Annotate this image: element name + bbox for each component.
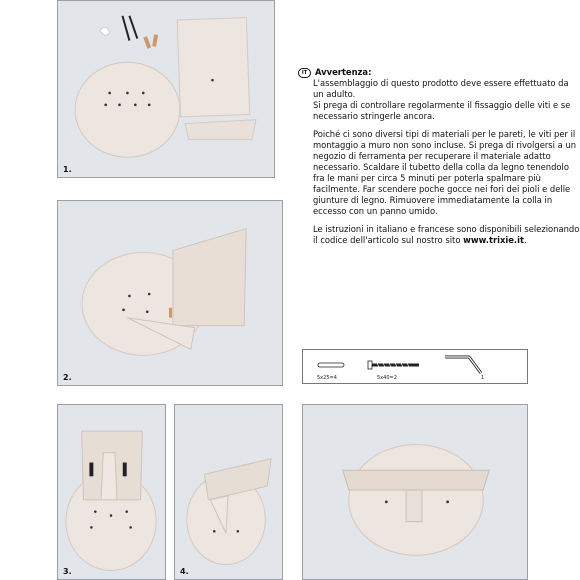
screw-icon [367,359,421,371]
part-label: 1 [481,375,485,381]
warning-paragraph [313,78,580,122]
text-line: negozio di ferramenta per recuperare il materiale adatto [313,151,551,161]
step-4-illustration [175,405,282,579]
website-link[interactable]: www.trixie.it [463,235,524,245]
finished-shelf-photo [302,404,528,580]
step-1-illustration [58,1,274,177]
text-line [313,235,580,246]
text-line: fra le mani per circa 5 minuti per poterla spalmare più [313,173,541,183]
text-fragment: il codice dell'articolo sul nostro sito [313,235,464,245]
step-2-photo [57,200,283,386]
text-line: eccesso con un panno umido. [313,206,438,216]
instructions-paragraph [313,129,580,217]
step-1-photo [57,0,275,178]
step-3-photo [57,404,166,580]
step-2-illustration [58,201,282,385]
finished-shelf-illustration [303,405,527,579]
text-line: facilmente. Far scendere poche gocce nei fori dei pioli e delle [313,184,571,194]
text-line: giunture di legno. Rimuovere immediatamente la colla in [313,195,553,205]
dowel-icon [317,361,345,369]
step-number: 4. [180,567,189,576]
part-label: 5x40=2 [377,375,397,381]
languages-note [313,224,580,246]
text-line: L'assemblaggio di questo prodotto deve essere effettuato da [313,78,569,88]
text-line: montaggio a muro non sono incluse. Si prega di rivolgersi a un [313,140,577,150]
hex-key-icon [443,353,483,377]
text-line: Le istruzioni in italiano e francese sono disponibili selezionando [313,224,580,234]
parts-list [302,349,528,384]
step-3-illustration [58,405,165,579]
text-line: un adulto. [313,89,356,99]
text-line: Poiché ci sono diversi tipi di materiali per le pareti, le viti per il [313,129,576,139]
step-4-photo [174,404,283,580]
text-line: necessario stringerle ancora. [313,111,435,121]
text-line: necessario. Scaldare il tubetto della colla da legno tenendolo [313,162,569,172]
instruction-text-column [298,67,580,253]
text-line: Si prega di controllare regolarmente il fissaggio delle viti e se [313,100,571,110]
part-label: 5x25=4 [317,375,337,381]
step-number: 3. [63,567,72,576]
step-number: 1. [63,165,72,174]
warning-title: Avvertenza: [315,67,372,77]
step-number: 2. [63,373,72,382]
text-fragment: . [523,235,527,245]
warning-heading [298,67,580,78]
language-badge: IT [298,68,311,78]
